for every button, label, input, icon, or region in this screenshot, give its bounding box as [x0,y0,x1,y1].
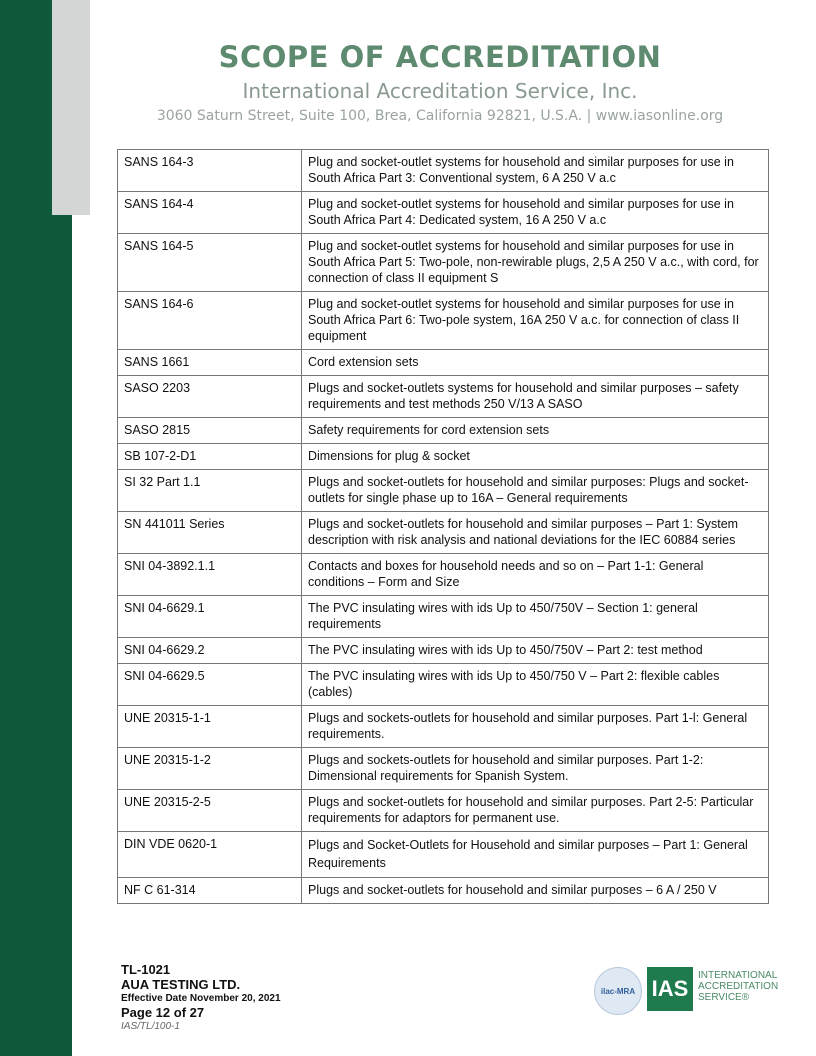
standard-code: SNI 04-3892.1.1 [118,554,302,596]
standard-description: Plugs and socket-outlets for household and similar purposes – Part 1: System description with risk analysis and national deviations for the IEC 60884 series [302,512,769,554]
page-address: 3060 Saturn Street, Suite 100, Brea, California 92821, U.S.A. | www.iasonline.org [156,108,724,124]
table-row [118,790,769,832]
table-row [118,664,769,706]
standard-description: Plug and socket-outlet systems for household and similar purposes for use in South Africa Part 3: Conventional system, 6 A 250 V a.c [302,150,769,192]
table-row [118,638,769,664]
standard-code: SB 107-2-D1 [118,444,302,470]
ilac-mra-logo: ilac-MRA [594,967,642,1015]
standard-description: Plugs and socket-outlets systems for household and similar purposes – safety requirements and test methods 250 V/13 A SASO [302,376,769,418]
standard-description: Dimensions for plug & socket [302,444,769,470]
accreditation-logos [594,965,779,1015]
standard-description: Contacts and boxes for household needs and so on – Part 1-1: General conditions – Form and Size [302,554,769,596]
table-row [118,150,769,192]
standard-description: Plug and socket-outlet systems for household and similar purposes for use in South Africa Part 6: Two-pole system, 16A 250 V a.c. for connection of class II equipment [302,292,769,350]
standard-code: DIN VDE 0620-1 [118,832,302,878]
table-row [118,512,769,554]
document-id: TL-1021 [121,962,171,977]
table-row [118,376,769,418]
standard-description: The PVC insulating wires with ids Up to 450/750V – Section 1: general requirements [302,596,769,638]
ias-logo-line: SERVICE® [698,992,750,1003]
page-subtitle: International Accreditation Service, Inc. [242,79,638,103]
standard-description: The PVC insulating wires with ids Up to 450/750V – Part 2: test method [302,638,769,664]
table-row [118,234,769,292]
standard-code: UNE 20315-2-5 [118,790,302,832]
standard-description: Plugs and socket-outlets for household and similar purposes – 6 A / 250 V [302,878,769,904]
ias-logo-line: INTERNATIONAL [698,970,778,981]
standard-code: SNI 04-6629.2 [118,638,302,664]
standard-code: SASO 2815 [118,418,302,444]
table-row [118,832,769,878]
ias-logo-line: ACCREDITATION [698,981,779,992]
standards-table [117,149,769,904]
company-name: AUA TESTING LTD. [121,977,241,992]
ias-logo-text [698,970,778,1003]
page-number: Page 12 of 27 [121,1005,205,1020]
table-row [118,444,769,470]
standard-code: NF C 61-314 [118,878,302,904]
ias-logo-icon: IAS [647,967,693,1011]
standard-description: Plugs and socket-outlets for household and similar purposes: Plugs and socket-outlets for single phase up to 16A – General requirements [302,470,769,512]
standard-description: Plug and socket-outlet systems for household and similar purposes for use in South Africa Part 4: Dedicated system, 16 A 250 V a.c [302,192,769,234]
standard-code: UNE 20315-1-1 [118,706,302,748]
standard-code: UNE 20315-1-2 [118,748,302,790]
standard-description: Cord extension sets [302,350,769,376]
standard-description: Plugs and sockets-outlets for household and similar purposes. Part 1-l: General requirements. [302,706,769,748]
standard-description: Safety requirements for cord extension sets [302,418,769,444]
standard-code: SNI 04-6629.5 [118,664,302,706]
standard-description: Plug and socket-outlet systems for household and similar purposes for use in South Africa Part 5: Two-pole, non-rewirable plugs, 2,5 A 250 V a.c., with cord, for connection of class II equipment S [302,234,769,292]
table-row [118,192,769,234]
page-footer [121,962,281,1033]
standard-description: Plugs and sockets-outlets for household and similar purposes. Part 1-2: Dimensional requirements for Spanish System. [302,748,769,790]
standard-code: SN 441011 Series [118,512,302,554]
standard-code: SANS 164-4 [118,192,302,234]
standard-code: SI 32 Part 1.1 [118,470,302,512]
table-row [118,554,769,596]
table-row [118,596,769,638]
standard-code: SASO 2203 [118,376,302,418]
standard-code: SANS 164-3 [118,150,302,192]
standard-description: Plugs and Socket-Outlets for Household and similar purposes – Part 1: General Requirements [302,832,769,878]
table-row [118,748,769,790]
table-row [118,878,769,904]
table-row [118,706,769,748]
table-row [118,350,769,376]
standard-code: SANS 1661 [118,350,302,376]
standard-description: The PVC insulating wires with ids Up to 450/750 V – Part 2: flexible cables (cables) [302,664,769,706]
form-number: IAS/TL/100-1 [121,1021,180,1032]
effective-date: Effective Date November 20, 2021 [121,993,281,1004]
standard-code: SNI 04-6629.1 [118,596,302,638]
table-row [118,418,769,444]
table-row [118,292,769,350]
page-title: SCOPE OF ACCREDITATION [218,40,662,74]
table-row [118,470,769,512]
standard-description: Plugs and socket-outlets for household and similar purposes. Part 2-5: Particular requirements for adaptors for permanent use. [302,790,769,832]
standard-code: SANS 164-6 [118,292,302,350]
standard-code: SANS 164-5 [118,234,302,292]
